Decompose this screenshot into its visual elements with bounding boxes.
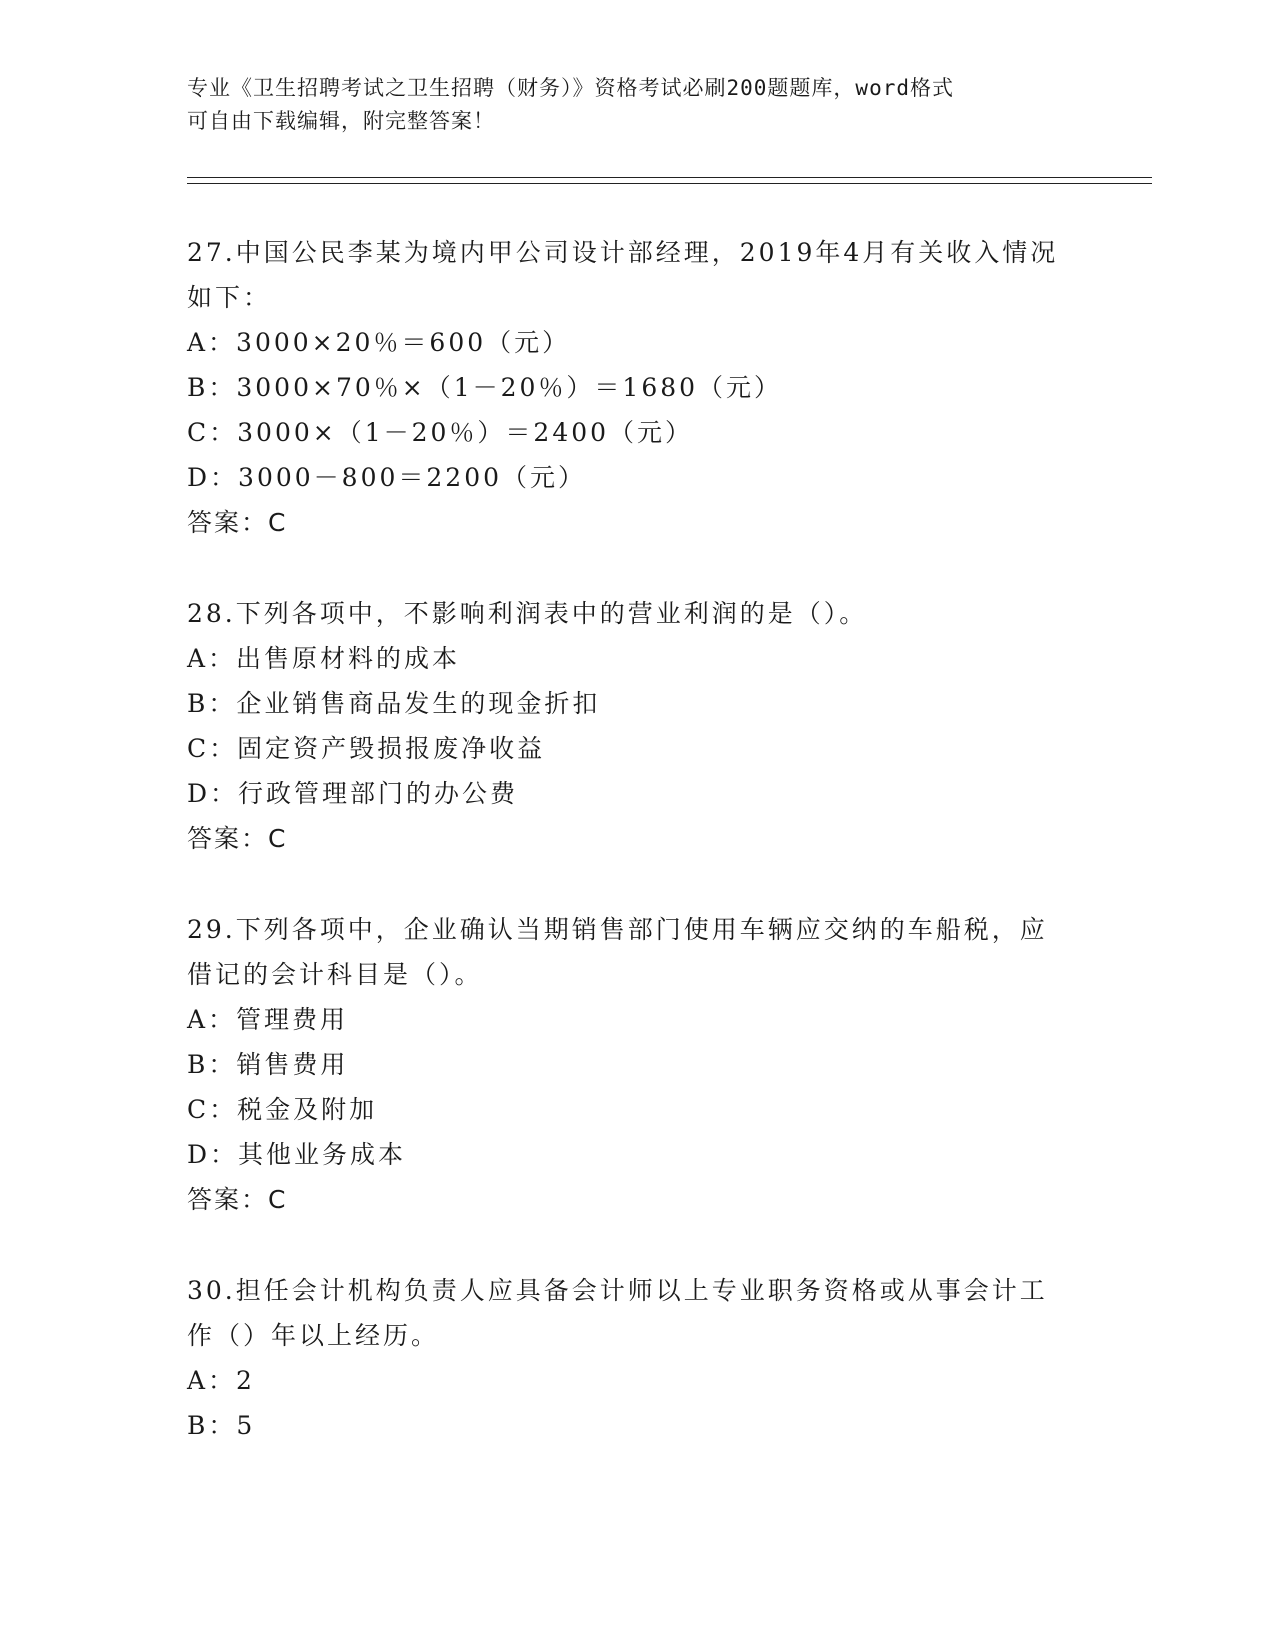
option-d: D：3000－800＝2200（元） [187,463,587,492]
question-number: 27. [187,238,236,267]
option-a: A：出售原材料的成本 [187,644,461,673]
option-b: B：5 [187,1411,256,1440]
question-number: 28. [187,599,236,628]
question-text [187,230,1087,320]
option-d: D：其他业务成本 [187,1140,407,1169]
question-29 [187,907,1087,1222]
answer: 答案：C [187,1185,288,1214]
question-number: 29. [187,915,236,944]
header-rule-top [187,177,1152,178]
option-b: B：3000×70％×（1－20％）＝1680（元） [187,373,783,402]
option-b: B：销售费用 [187,1050,349,1079]
question-number: 30. [187,1276,236,1305]
option-c: C：税金及附加 [187,1095,378,1124]
header-line-1: 专业《卫生招聘考试之卫生招聘（财务）》资格考试必刷200题题库，word格式 [187,76,954,100]
question-line-1: 担任会计机构负责人应具备会计师以上专业职务资格或从事会计工 [235,1276,1048,1305]
option-d: D：行政管理部门的办公费 [187,779,519,808]
answer: 答案：C [187,824,288,853]
question-line-1: 中国公民李某为境内甲公司设计部经理，2019年4月有关收入情况 [235,238,1059,267]
question-text [187,1268,1087,1358]
question-line-2: 如下： [187,283,272,312]
question-27 [187,230,1087,545]
option-a: A：2 [187,1366,255,1395]
answer: 答案：C [187,508,288,537]
question-line-1: 下列各项中，企业确认当期销售部门使用车辆应交纳的车船税，应 [235,915,1048,944]
question-line-2: 作（）年以上经历。 [187,1321,440,1350]
question-text [187,907,1087,997]
header-rule-bottom [187,183,1152,184]
option-a: A：管理费用 [187,1005,349,1034]
question-list [187,230,1087,1494]
option-c: C：3000×（1－20％）＝2400（元） [187,418,694,447]
question-28 [187,591,1087,861]
option-a: A：3000×20％＝600（元） [187,328,571,357]
document-header [187,72,1087,138]
option-c: C：固定资产毁损报废净收益 [187,734,546,763]
option-b: B：企业销售商品发生的现金折扣 [187,689,601,718]
question-line-2: 借记的会计科目是（）。 [187,960,483,989]
question-text [187,591,1087,636]
question-30 [187,1268,1087,1448]
header-line-2: 可自由下载编辑，附完整答案！ [187,109,495,133]
question-line-1: 下列各项中，不影响利润表中的营业利润的是（）。 [235,599,868,628]
